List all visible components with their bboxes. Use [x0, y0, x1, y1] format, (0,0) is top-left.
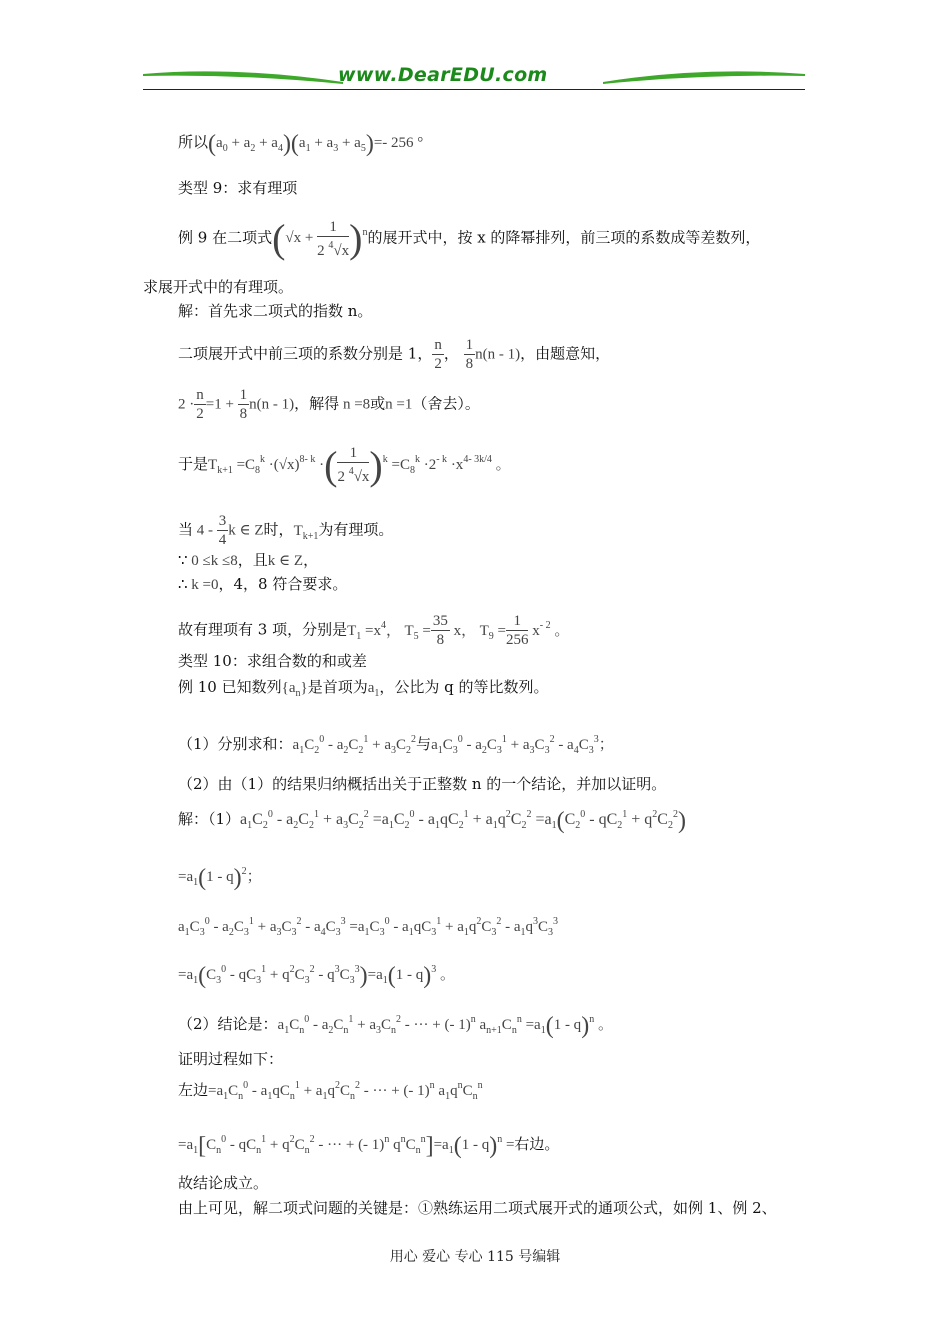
text-rational: 为有理项。 [318, 520, 394, 539]
line-rational-terms: 故有理项有 3 项，分别是$T_1 =x^4$， $T_5$ = $\frac{35}{8}$ x， $T_9$ = $\frac{1}{256}$ $x^{- 2}$ 。 [178, 613, 570, 648]
text-jiede: ，解得 [294, 394, 340, 413]
text-ex9-a: 例 9 在二项式 [178, 228, 273, 247]
line-right-side: $=a_1[C_n^0 - qC_n^1 + q^2C_n^2$ - ··· + (- 1)$^n$ $q^nC_n^n]=a_1(1 - q)^n$ =右边。 [178, 1133, 560, 1159]
formula-binomial-sqrt: (√x + $\frac{1}{2 ^4√x}$ )$^n$ [272, 216, 368, 262]
text-youlixiang: 故有理项有 3 项，分别是 [178, 620, 348, 639]
text-ex10-b: 是首项为 [307, 678, 368, 696]
heading-type-9: 类型 9：求有理项 [178, 179, 298, 197]
line-find-rational: 求展开式中的有理项。 [143, 278, 294, 296]
line-when-integer: 当 4 - $\frac{3}{4}$ k ∈ Z时，$T_{k+1}$为有理项。 [178, 513, 394, 548]
text-coef-a: 二项展开式中前三项的系数分别是 1， [178, 344, 433, 363]
heading-type-10: 类型 10：求组合数的和或差 [178, 652, 367, 670]
formula-sum-product: $(a_0 + a_2 + a_4)(a_1 + a_3 + a_5)=-$ 256 ° [208, 131, 424, 157]
page-footer: 用心 爱心 专心 115 号编辑 [389, 1249, 561, 1265]
text-coef-b: ，由题意知， [520, 344, 611, 363]
text-jie-1: 解：（1） [178, 810, 241, 828]
line-result-1: $=a_1(1 - q)^2$； [178, 865, 262, 891]
line-example-9 [178, 218, 760, 260]
text-therefore: ∴ [178, 575, 188, 593]
line-sum-result [178, 132, 423, 159]
line-therefore: ∴ k =0，4，8 符合要求。 [178, 575, 348, 593]
line-because: ∵ 0 ≤k ≤8，且k ∈ Z， [178, 551, 319, 569]
text-zuobian: 左边 [178, 1081, 209, 1099]
site-logo: www.DearEDU.com [338, 64, 548, 86]
text-suoyi: 所以 [178, 133, 209, 151]
left-swoosh [143, 71, 343, 84]
text-sheqv: （舍去）。 [412, 394, 480, 413]
line-proof-start: 证明过程如下： [178, 1050, 284, 1068]
text-ex9-b: 的展开式中，按 x 的降幂排列，前三项的系数成等差数列， [367, 228, 761, 247]
line-part-1: （1）分别求和：$a_1C_2^0 - a_2C_2^1 + a_3C_2^2$与$a_1C_3^0 - a_2C_3^1 + a_3C_3^2 - a_4C_3^3$； [178, 734, 614, 756]
text-jielun: （2）结论是： [178, 1015, 278, 1033]
text-ex10-a: 例 10 已知数列 [178, 678, 282, 696]
text-yushi: 于是 [178, 455, 209, 473]
text-huo: 或 [370, 394, 386, 413]
line-coefficients: 二项展开式中前三项的系数分别是 1， $\frac{n}{2}$ ， $\frac{1}{8}$ n(n - 1)，由题意知， [178, 337, 611, 372]
line-result-2: $=a_1(C_3^0 - qC_3^1 + q^2C_3^2 - q^3C_3^3)=a_1(1 - q)^3$ 。 [178, 963, 456, 989]
line-sum-2: $a_1C_3^0 - a_2C_3^1 + a_3C_3^2 - a_4C_3^3 =a_1C_3^0 - a_1qC_3^1 + a_1q^2C_3^2 - a_1q^3C_3^3$ [178, 916, 559, 938]
frac-1-over-8: $\frac{1}{8}$ [465, 337, 474, 372]
text-because: ∵ [178, 551, 188, 569]
line-conclusion: （2）结论是：$a_1C_n^0 - a_2C_n^1 + a_3C_n^2$ - ··· + (- 1)$^n$ $a_{n+1}C_n^n =a_1(1 - q)^n$ 。 [178, 1013, 613, 1039]
text-fuhe: ，4，8 符合要求。 [218, 575, 348, 593]
line-conclusion-holds: 故结论成立。 [178, 1174, 269, 1192]
text-youbian: 右边。 [514, 1135, 560, 1153]
text-dang: 当 [178, 520, 194, 539]
text-ex10-c: ，公比为 q 的等比数列。 [379, 678, 549, 696]
text-shi: 时， [263, 520, 294, 539]
line-solution-start: 解：首先求二项式的指数 n。 [178, 302, 373, 320]
text-part1-a: （1）分别求和： [178, 735, 293, 753]
line-general-term: 于是$T_{k+1} =C_8^k \cdot(√x)^{8- k}$ ·( $\frac{1}{2 ^4√x}$ )$^k =C_8^k \cdot 2^{- k} \cdot x^{4- 3k/4}$ 。 [178, 443, 511, 488]
frac-n-over-2: $\frac{n}{2}$ [434, 337, 442, 372]
right-swoosh [603, 71, 805, 84]
header-rule [143, 89, 805, 90]
text-yu: 与 [416, 735, 432, 753]
line-equation-n: 2 · $\frac{n}{2}$ =1 + $\frac{1}{8}$ n(n - 1)，解得 n =8或n =1（舍去）。 [178, 387, 480, 422]
line-part-2: （2）由（1）的结果归纳概括出关于正整数 n 的一个结论，并加以证明。 [178, 775, 667, 793]
line-example-10: 例 10 已知数列$\{a_n\}$是首项为$a_1$，公比为 q 的等比数列。 [178, 678, 549, 699]
line-summary: 由上可见，解二项式问题的关键是：①熟练运用二项式展开式的通项公式，如例 1、例 2、 [178, 1199, 777, 1217]
text-qie: ，且 [237, 551, 268, 569]
line-solution-1: 解：$(1)a_1C_2^0 - a_2C_2^1 + a_3C_2^2 =a_1C_2^0 - a_1qC_2^1 + a_1q^2C_2^2 =a_1(C_2^0 - qC_2^1 + q^2C_2^2)$ [178, 808, 686, 834]
line-left-side: 左边$=a_1C_n^0 - a_1qC_n^1 + a_1q^2C_n^2$ - ··· + (- 1)$^n$ $a_1q^nC_n^n$ [178, 1080, 483, 1102]
